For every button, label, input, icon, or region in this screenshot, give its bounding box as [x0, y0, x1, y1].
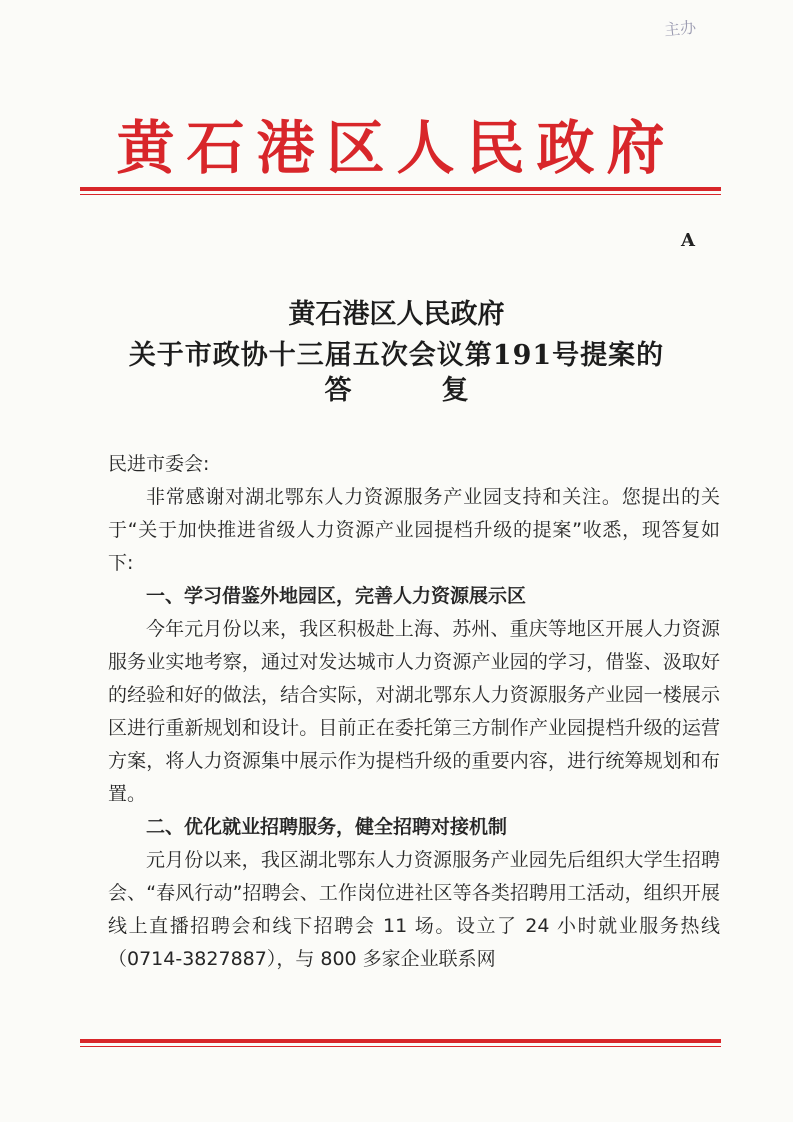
salutation: 民进市委会:	[108, 453, 210, 475]
masthead-divider	[80, 187, 721, 195]
grade-mark: A	[681, 230, 695, 251]
section-1-paragraph: 今年元月份以来，我区积极赴上海、苏州、重庆等地区开展人力资源服务业实地考察，通过对发达城市人力资源产业园的学习，借鉴、汲取好的经验和好的做法，结合实际，对湖北鄂东人力资源服务产业园一楼展示区进行重新规划和设计。目前正在委托第三方制作产业园提档升级的运营方案，将人力资源集中展示作为提档升级的重要内容，进行统筹规划和布置。	[108, 618, 720, 805]
section-2-paragraph: 元月份以来，我区湖北鄂东人力资源服务产业园先后组织大学生招聘会、“春风行动”招聘会、工作岗位进社区等各类招聘用工活动，组织开展线上直播招聘会和线下招聘会 11 场。设立了 24 小时就业服务热线（0714-3827887），与 800 多家企业联系网	[108, 849, 720, 970]
document-title-line-2: 关于市政协十三届五次会议第191号提案的	[128, 340, 665, 371]
handwritten-note: 主办	[663, 17, 698, 40]
masthead-title: 黄石港区人民政府	[116, 114, 677, 182]
footer-divider	[80, 1039, 721, 1047]
document-title-line-1: 黄石港区人民政府	[288, 299, 505, 330]
document-title-line-3: 答复	[324, 375, 559, 406]
section-2-heading: 二、优化就业招聘服务，健全招聘对接机制	[146, 816, 508, 838]
intro-paragraph: 非常感谢对湖北鄂东人力资源服务产业园支持和关注。您提出的关于“关于加快推进省级人力资源产业园提档升级的提案”收悉，现答复如下:	[108, 486, 720, 574]
section-1-heading: 一、学习借鉴外地园区，完善人力资源展示区	[146, 585, 527, 607]
